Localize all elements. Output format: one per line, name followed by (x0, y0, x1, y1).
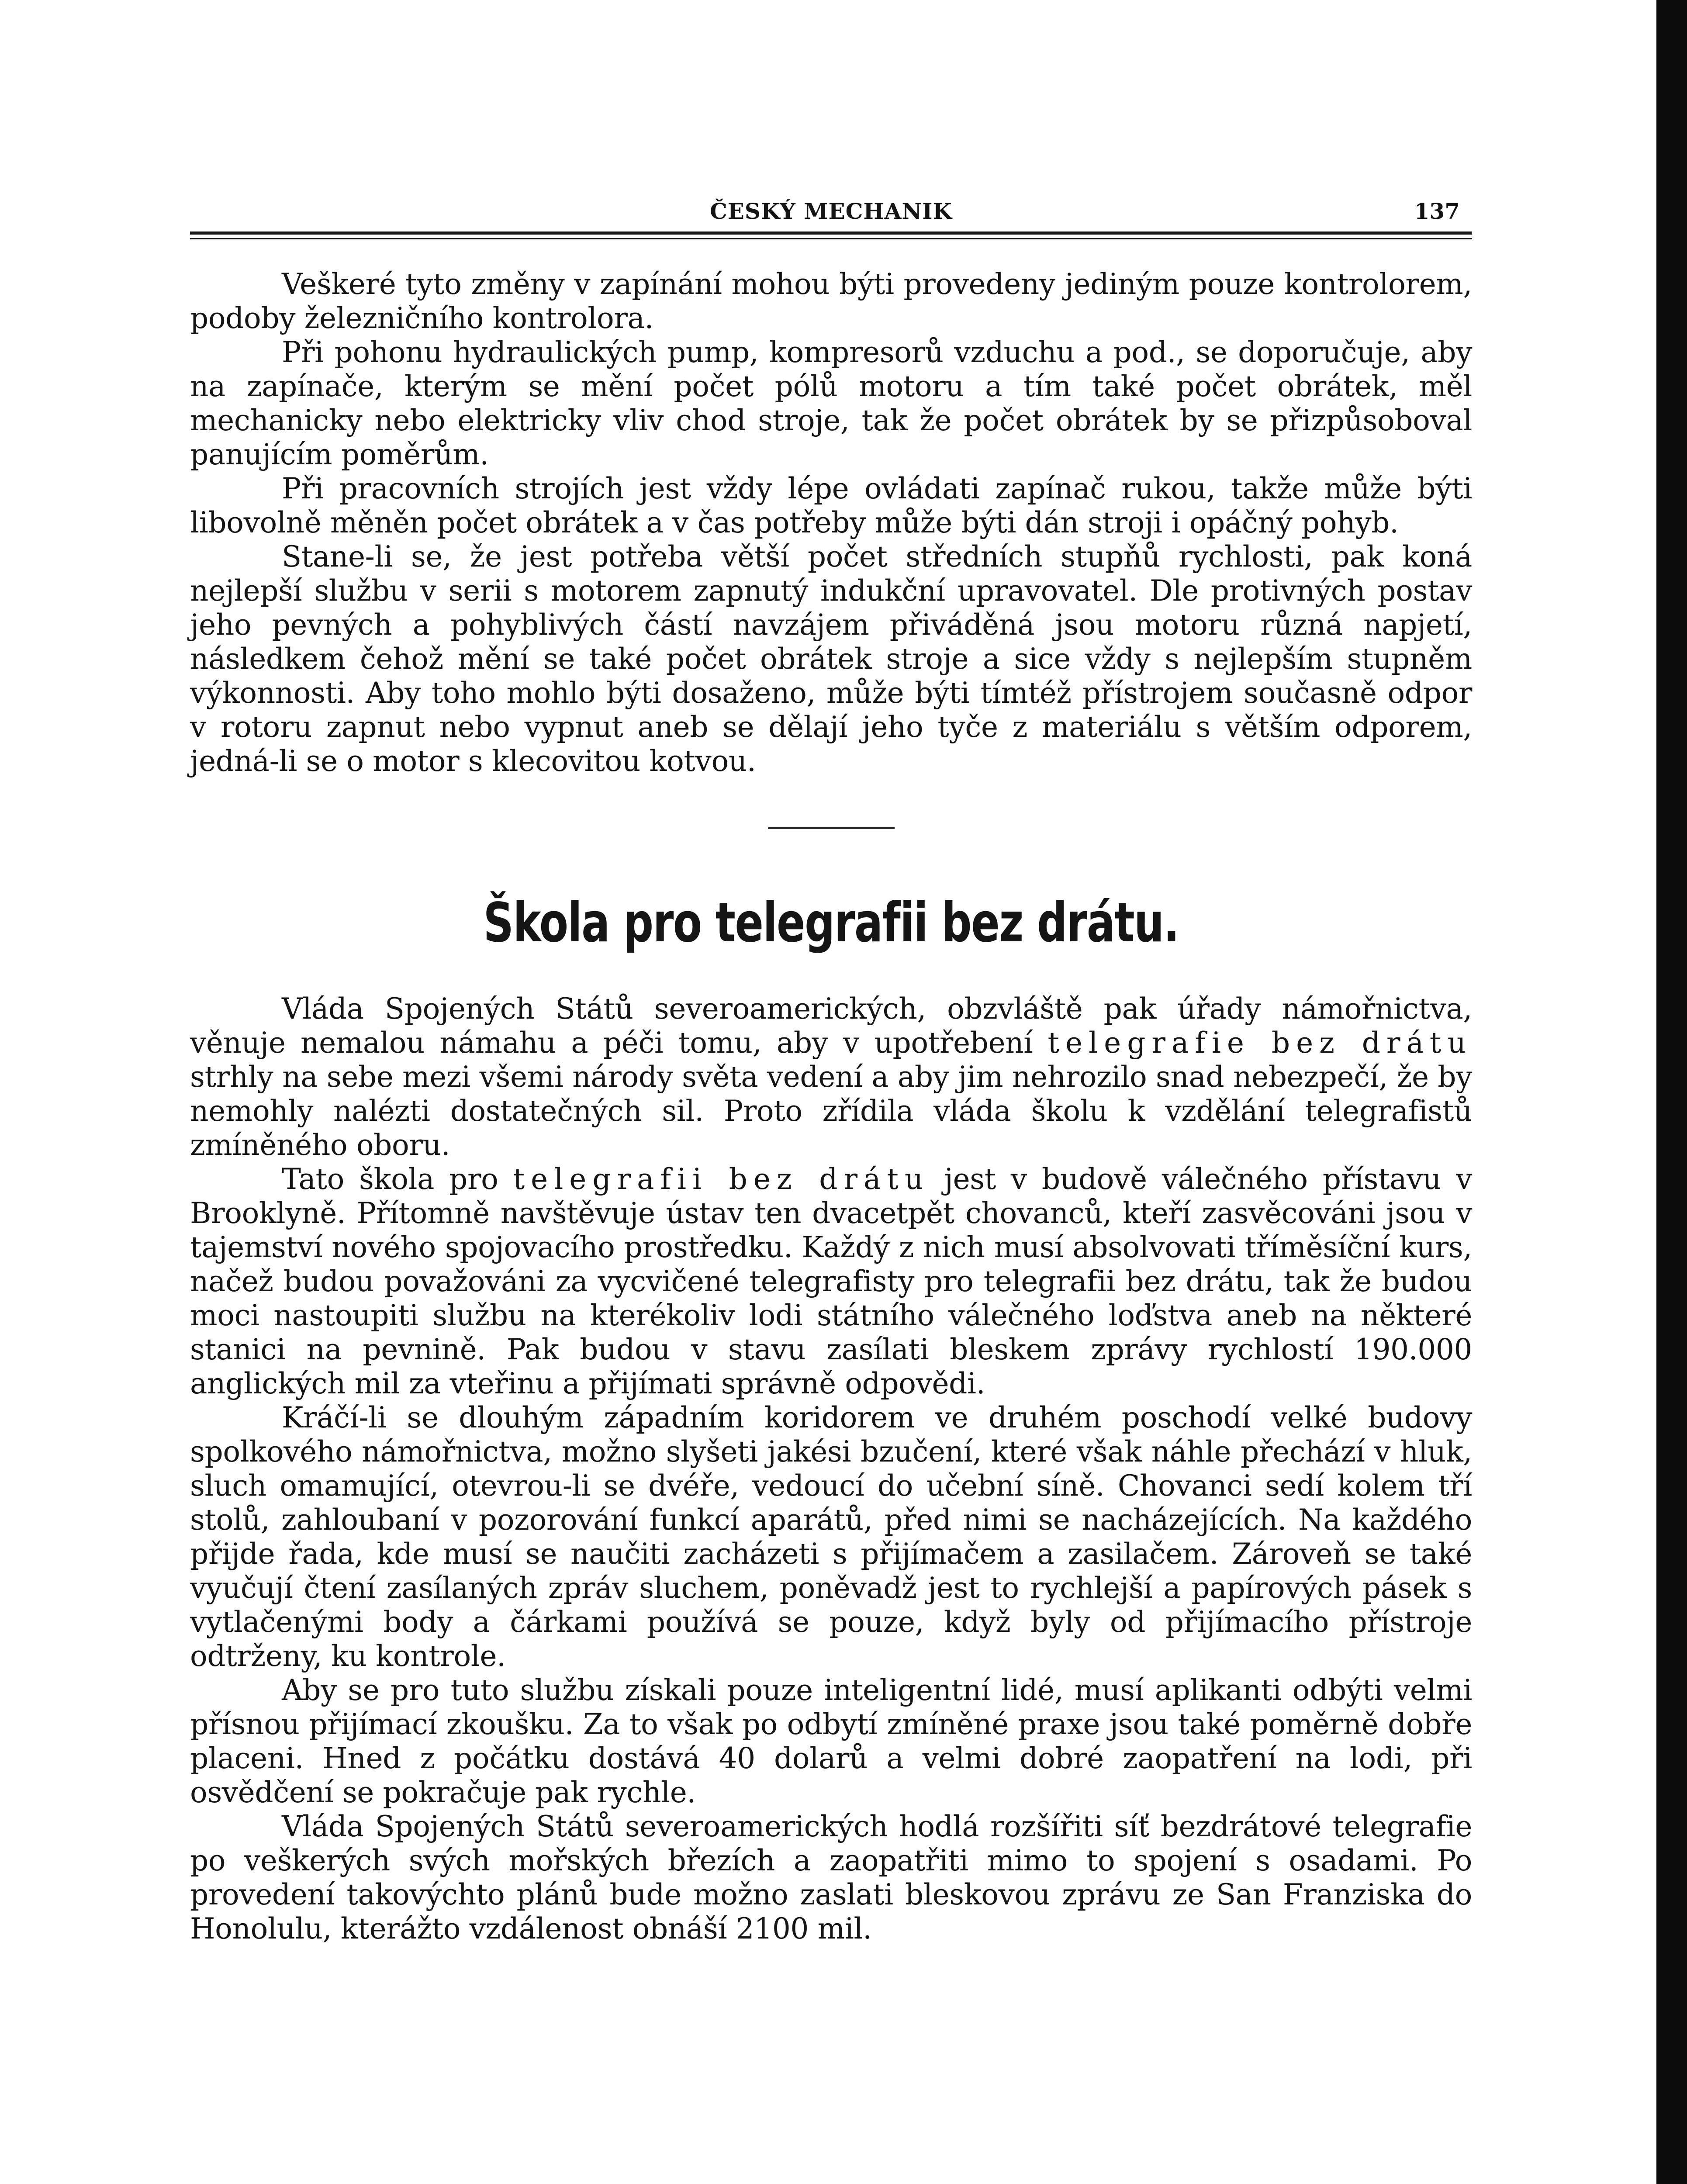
text-run: Vláda Spojených Států severoamerických, obzvláště pak úřady námořnictva, věnuje nemalou námahu a péči tomu, aby v upotřebení (190, 992, 1472, 1060)
paragraph: Vláda Spojených Států severoamerických hodlá rozšířiti síť bezdrátové telegrafie po veškerých svých mořských březích a zaopatřiti mimo to spojení s osadami. Po provedení takovýchto plánů bude možno zaslati bleskovou zprávu ze San Franziska do Honolulu, kterážto vzdálenost obnáší 2100 mil. (190, 1810, 1472, 1946)
paragraph (190, 1162, 1472, 1401)
scan-border (1656, 0, 1687, 2184)
paragraph: Stane-li se, že jest potřeba větší počet středních stupňů rychlosti, pak koná nejlepší službu v serii s motorem zapnutý indukční upravovatel. Dle protivných postav jeho pevných a pohyblivých částí navzájem přiváděná jsou motoru různá napjetí, následkem čehož mění se také počet obrátek stroje a sice vždy s nejlepším stupněm výkonnosti. Aby toho mohlo býti dosaženo, může býti tímtéž přístrojem současně odpor v rotoru zapnut nebo vypnut aneb se dělají jeho tyče z materiálu s větším odporem, jedná-li se o motor s klecovitou kotvou. (190, 540, 1472, 778)
paragraph: Aby se pro tuto službu získali pouze inteligentní lidé, musí aplikanti odbýti velmi přísnou přijímací zkoušku. Za to však po odbytí zmíněné praxe jsou také poměrně dobře placeni. Hned z počátku dostává 40 dolarů a velmi dobré zaopatření na lodi, při osvědčení se pokračuje pak rychle. (190, 1673, 1472, 1810)
spaced-emphasis: telegrafie bez drátu (1047, 1026, 1472, 1060)
article-body (190, 992, 1472, 1946)
paragraph: Při pracovních strojích jest vždy lépe ovládati zapínač rukou, takže může býti libovolně měněn počet obrátek a v čas potřeby může býti dán stroji i opáčný pohyb. (190, 472, 1472, 539)
paragraph (190, 992, 1472, 1162)
header-rule-thin (190, 238, 1472, 239)
text-run: strhly na sebe mezi všemi národy světa vedení a aby jim nehrozilo snad nebezpečí, že by nemohly nalézti dostatečných sil. Proto zřídila vláda školu k vzdělání telegrafistů zmíněného oboru. (190, 1060, 1472, 1162)
paragraph: Při pohonu hydraulických pump, kompresorů vzduchu a pod., se doporučuje, aby na zapínače, kterým se mění počet pólů motoru a tím také počet obrátek, měl mechanicky nebo elektricky vliv chod stroje, tak že počet obrátek by se přizpůsoboval panujícím poměrům. (190, 335, 1472, 471)
header-rule-thick (190, 232, 1472, 235)
article-title: Škola pro telegrafii bez drátu. (483, 892, 1179, 954)
paragraph: Kráčí-li se dlouhým západním koridorem ve druhém poschodí velké budovy spolkového námořnictva, možno slyšeti jakési bzučení, které však náhle přechází v hluk, sluch omamující, otevrou-li se dvéře, vedoucí do učební síně. Chovanci sedí kolem tří stolů, zahloubaní v pozorování funkcí aparátů, před nimi se nacházejících. Na každého přijde řada, kde musí se naučiti zacházeti s přijímačem a zasilačem. Zároveň se také vyučují čtení zasílaných zpráv sluchem, poněvadž jest to rychlejší a papírových pásek s vytlačenými body a čárkami používá se pouze, když byly od přijímacího přístroje odtrženy, ku kontrole. (190, 1401, 1472, 1673)
book-page (190, 192, 1472, 1946)
text-run: Tato škola pro (282, 1162, 498, 1196)
previous-article-end (190, 267, 1472, 778)
paragraph: Veškeré tyto změny v zapínání mohou býti provedeny jediným pouze kontrolorem, podoby železničního kontrolora. (190, 267, 1472, 335)
running-header (190, 192, 1472, 231)
spaced-emphasis: telegrafii bez drátu (513, 1162, 930, 1196)
section-separator (768, 827, 895, 829)
running-title: ČESKÝ MECHANIK (709, 198, 953, 224)
page-number: 137 (1414, 198, 1460, 224)
text-run: jest v budově válečného přístavu v Brooklyně. Přítomně navštěvuje ústav ten dvacetpět chovanců, kteří zasvěcováni jsou v tajemství nového spojovacího prostředku. Každý z nich musí absolvovati tříměsíční kurs, načež budou považováni za vycvičené telegrafisty pro telegrafii bez drátu, tak že budou moci nastoupiti službu na kterékoliv lodi státního válečného loďstva aneb na některé stanici na pevnině. Pak budou v stavu zasílati bleskem zprávy rychlostí 190.000 anglických mil za vteřinu a přijímati správně odpovědi. (190, 1162, 1472, 1401)
